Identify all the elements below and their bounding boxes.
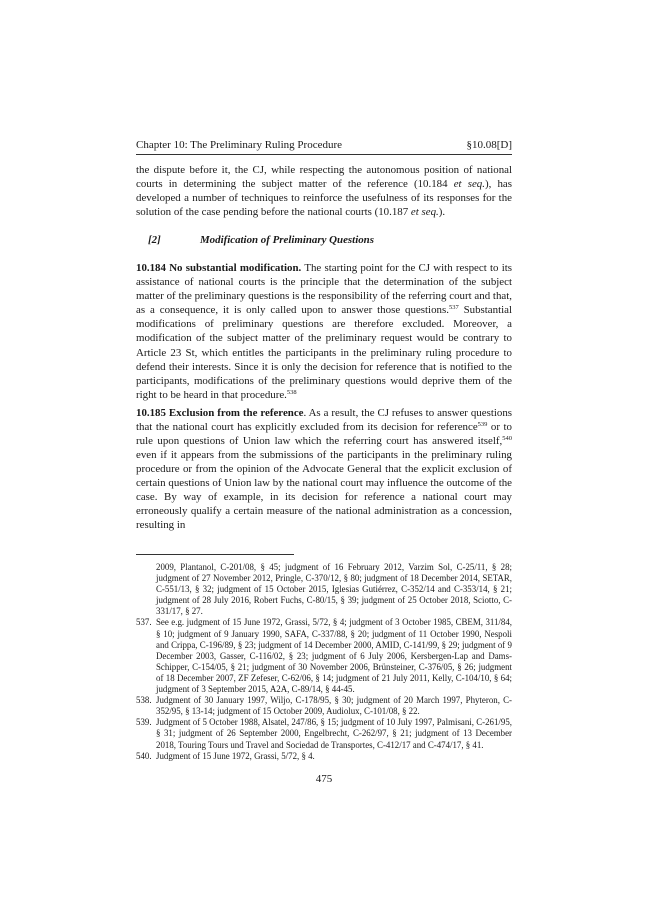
- footnotes: [136, 562, 512, 762]
- paragraph-lead: 10.185 Exclusion from the reference: [136, 406, 304, 419]
- footnote-ref[interactable]: 538: [286, 388, 297, 396]
- section-title: Modification of Preliminary Questions: [200, 234, 374, 247]
- footnote: 537. See e.g. judgment of 15 June 1972, Grassi, 5/72, § 4; judgment of 3 October 1985, CBEM, 311/84, § 10; judgment of 9 January 1990, SAFA, C-337/88, § 20; judgment of 11 October 1990, Nespoli and Crippa, C-196/89, § 23; judgment of 14 December 2000, AMID, C-141/99, § 29; judgment of 9 December 2003, Gasser, C-116/02, § 23; judgment of 6 July 2006, Kersbergen-Lap and Dams-Schipper, C-154/05, § 21; judgment of 30 November 2006, Brünsteiner, C-376/05, § 26; judgment of 18 December 2007, ZF Zefeser, C-62/06, § 14; judgment of 21 July 2011, Kelly, C-104/10, § 64; judgment of 3 September 2015, A2A, C-89/14, § 44-45.: [136, 617, 512, 695]
- footnote-ref[interactable]: 540: [502, 434, 512, 442]
- paragraph-10-184: 10.184 No substantial modification. The starting point for the CJ with respect to its assistance of national courts is the principle that the determination of the subject matter of the preliminary questions is the responsibility of the referring court and that, as a consequence, it is only called upon to answer those questions.$^{537}$ Substantial modifications of preliminary questions are therefore excluded. Moreover, a modification of the subject matter of the preliminary request would be contrary to Article 23 St, which entitles the participants in the preliminary ruling procedure to defend their interests. Since it is only the decision for reference that is notified to the participants, modifications of the preliminary questions would deprive them of the right to be heard in that procedure.$^{538}$: [136, 262, 513, 401]
- header-section-ref: §10.08[D]: [466, 139, 512, 151]
- section-number: [2]: [148, 234, 161, 247]
- running-header: [136, 139, 512, 155]
- section-heading: [148, 233, 512, 247]
- footnote: 540. Judgment of 15 June 1972, Grassi, 5/72, § 4.: [136, 750, 315, 761]
- intro-paragraph: the dispute before it, the CJ, while respecting the autonomous position of national courts in determining the subject matter of the reference (10.184 et seq.), has developed a number of techniques to reinforce the usefulness of its responses for the solution of the case pending before the national courts (10.187 et seq.).: [136, 164, 512, 219]
- paragraph-lead: 10.184 No substantial modification.: [136, 262, 302, 275]
- header-chapter-title: Chapter 10: The Preliminary Ruling Procedure: [136, 139, 343, 151]
- footnote-ref[interactable]: 539: [477, 420, 488, 428]
- page-number: 475: [315, 773, 333, 785]
- footnote: 538. Judgment of 30 January 1997, Wiljo, C-178/95, § 30; judgment of 20 March 1997, Phyteron, C-352/95, § 13-14; judgment of 15 October 2009, Audiolux, C-101/08, § 22.: [136, 695, 512, 717]
- footnote-ref[interactable]: 537: [448, 304, 459, 312]
- paragraph-10-185: 10.185 Exclusion from the reference. As a result, the CJ refuses to answer questions that the national court has explicitly excluded from its decision for reference$^{539}$ or to rule upon questions of Union law which the referring court has answered itself,$^{540}$ even if it appears from the submissions of the participants in the preliminary ruling procedure or from the opinion of the Advocate General that the explicit exclusion of certain questions of Union law by the national court may influence the outcome of the case. By way of example, in its decision for reference a national court may erroneously qualify a certain measure of the national administration as a concession, resulting in: [136, 406, 513, 532]
- footnote: 539. Judgment of 5 October 1988, Alsatel, 247/86, § 15; judgment of 10 July 1997, Palmisani, C-261/95, § 31; judgment of 26 September 2000, Engelbrecht, C-262/97, § 21; judgment of 13 December 2018, Touring Tours und Travel and Sociedad de Transportes, C-412/17 and C-474/17, § 41.: [136, 717, 512, 750]
- footnote-divider: [136, 554, 294, 555]
- body-text: [136, 163, 512, 532]
- footnote: 2009, Plantanol, C-201/08, § 45; judgment of 16 February 2012, Varzim Sol, C-25/11, § 28; judgment of 27 November 2012, Pringle, C-370/12, § 80; judgment of 18 December 2014, SETAR, C-551/13, § 32; judgment of 15 October 2015, Iglesias Gutiérrez, C-352/14 and C-353/14, § 21; judgment of 28 July 2016, Robert Fuchs, C-80/15, § 39; judgment of 25 October 2018, Sciotto, C-331/17, § 27.: [156, 562, 512, 617]
